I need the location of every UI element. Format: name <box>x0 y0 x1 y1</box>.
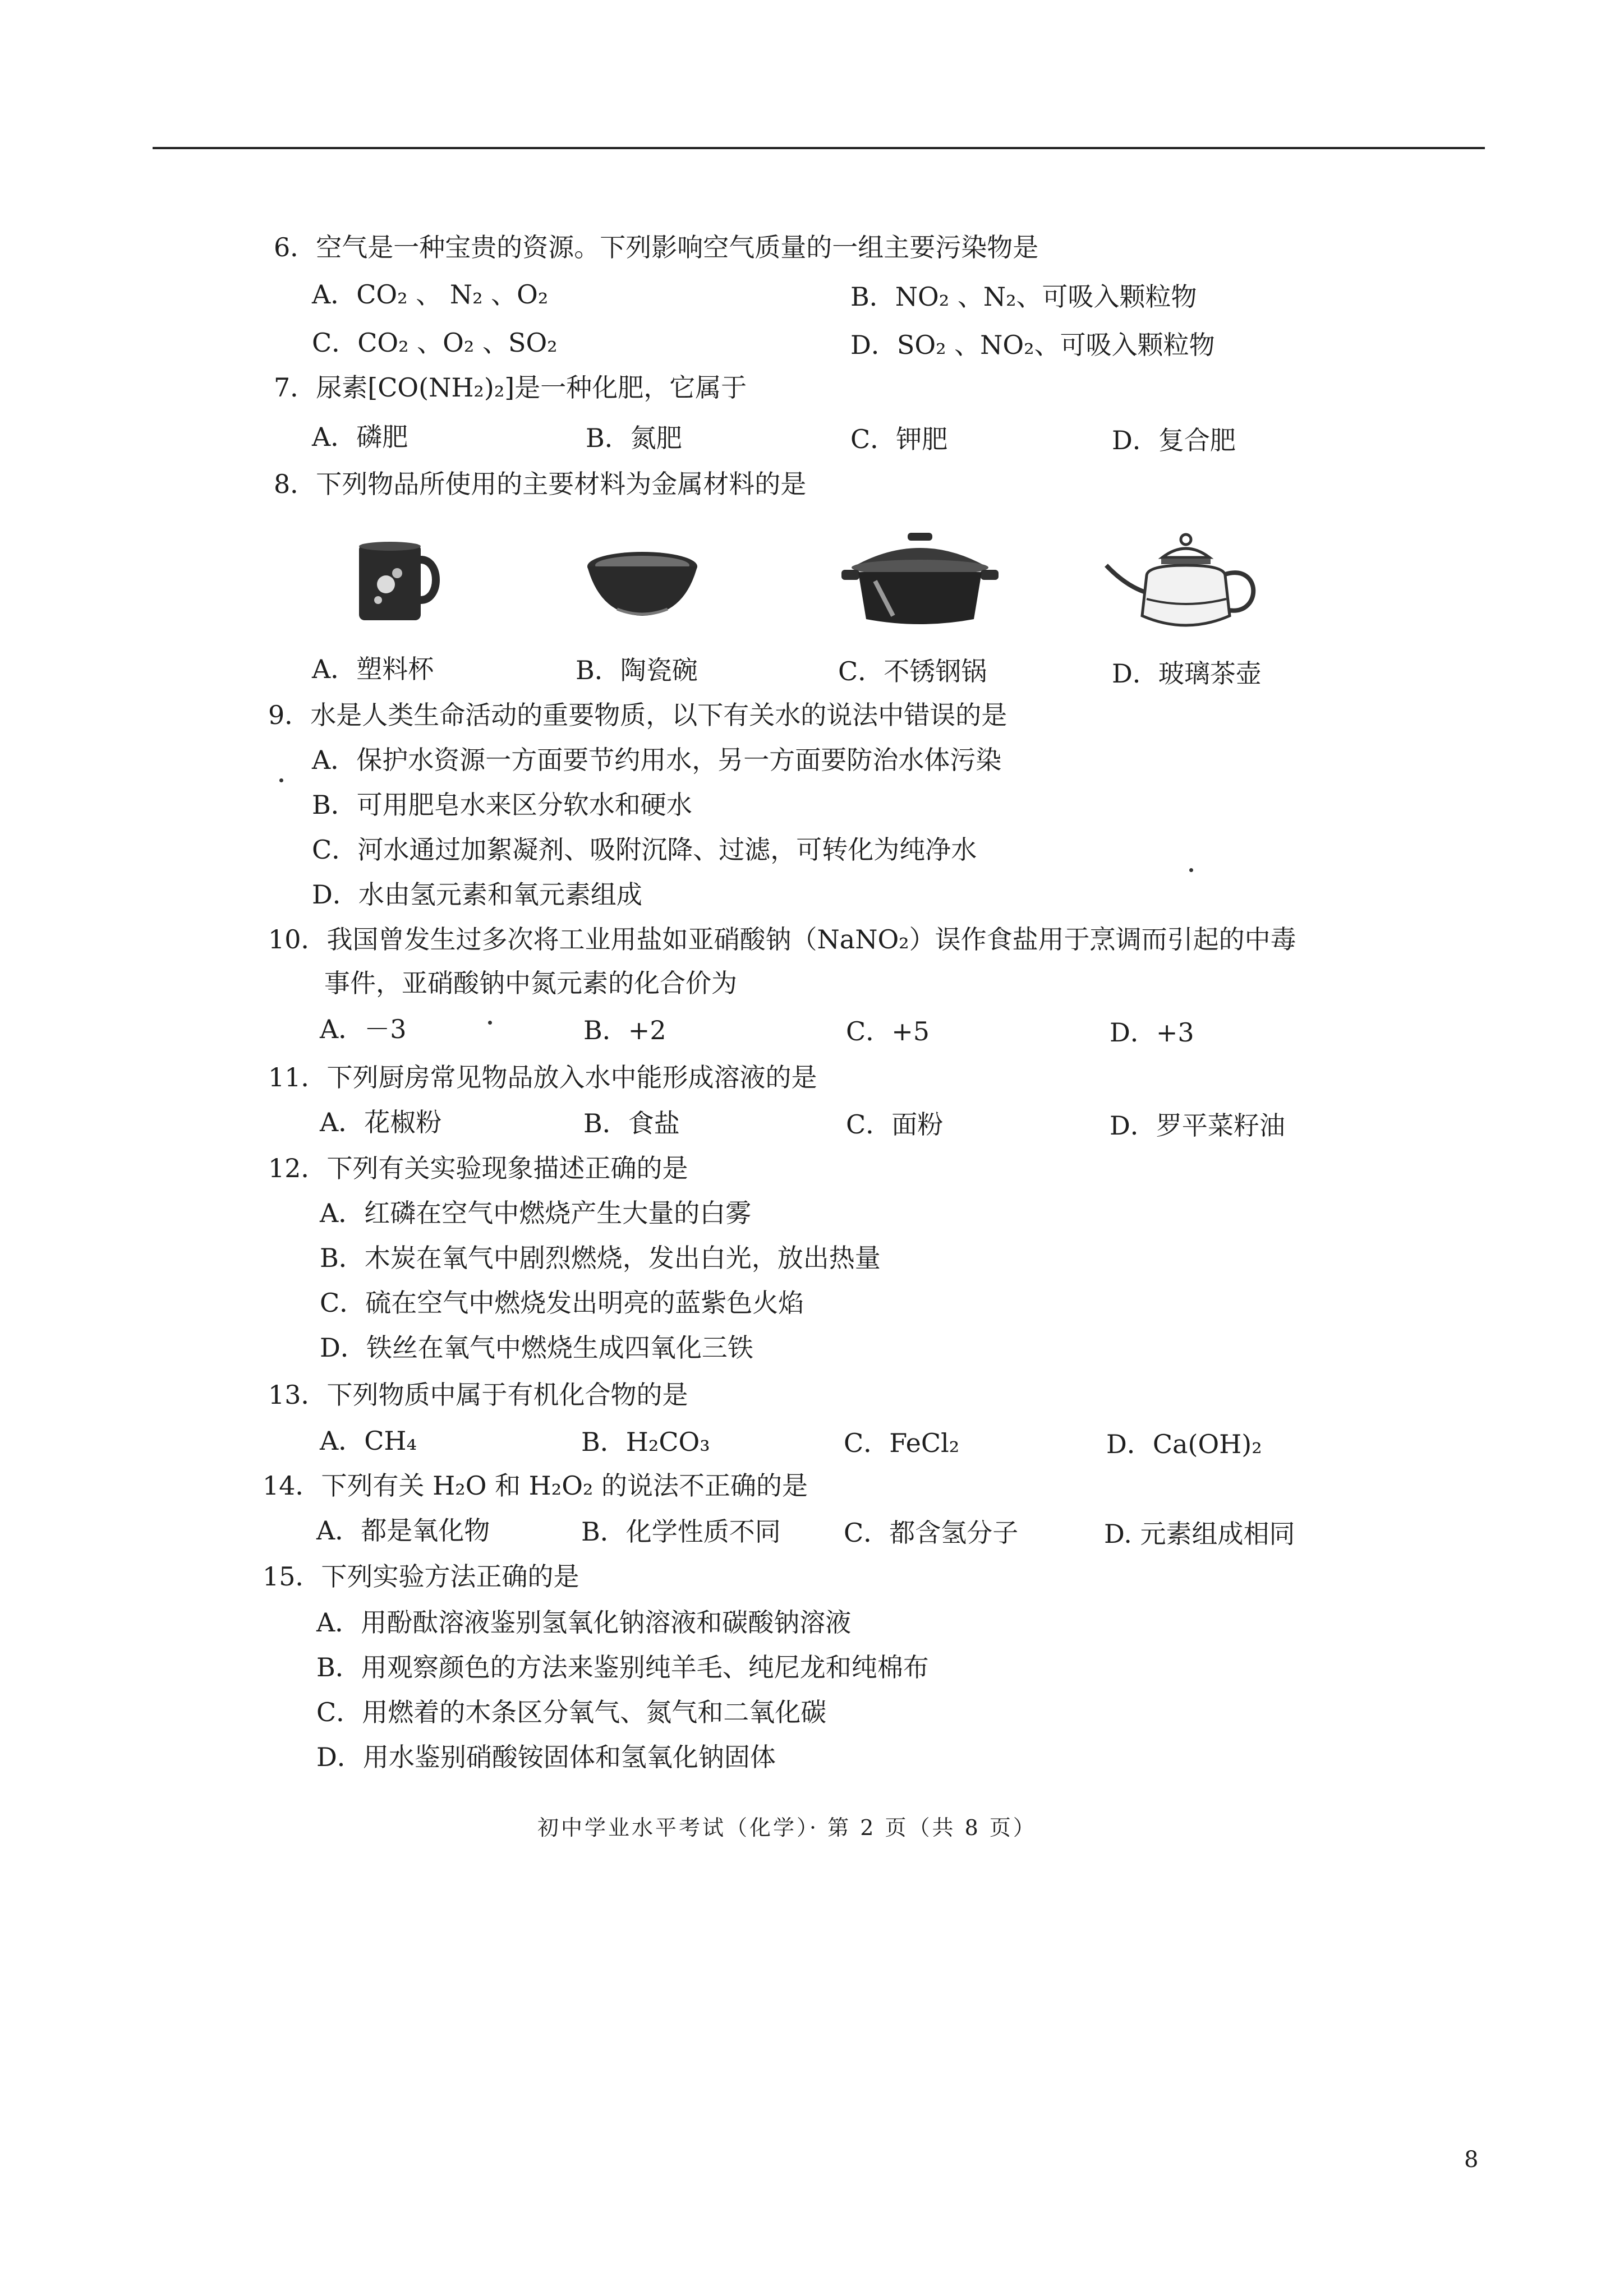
q8-option-d: D．玻璃茶壶 <box>1112 658 1262 689</box>
q6-option-b: B．NO₂ 、N₂、可吸入颗粒物 <box>850 282 1197 312</box>
q15-option-b: B．用观察颜色的方法来鉴别纯羊毛、纯尼龙和纯棉布 <box>316 1652 929 1682</box>
q14-option-b: B．化学性质不同 <box>581 1516 781 1547</box>
plastic-cup-image <box>352 537 442 627</box>
q11-option-b: B．食盐 <box>583 1108 680 1138</box>
q6-option-d: D．SO₂ 、NO₂、可吸入颗粒物 <box>850 330 1215 360</box>
q15-option-c: C．用燃着的木条区分氧气、氮气和二氧化碳 <box>316 1697 827 1727</box>
q13-option-a: A．CH₄ <box>320 1426 417 1456</box>
q15-option-d: D．用水鉴别硝酸铵固体和氢氧化钠固体 <box>316 1742 776 1772</box>
q13-option-d: D．Ca(OH)₂ <box>1106 1429 1262 1459</box>
q11-stem: 11．下列厨房常见物品放入水中能形成溶液的是 <box>268 1062 817 1092</box>
q13-option-b: B．H₂CO₃ <box>581 1427 710 1457</box>
q15-stem: 15．下列实验方法正确的是 <box>263 1561 579 1592</box>
top-rule <box>153 147 1485 149</box>
q7-stem: 7．尿素[CO(NH₂)₂]是一种化肥，它属于 <box>274 372 747 403</box>
glass-teapot-image <box>1099 532 1268 638</box>
q10-stem-line1: 10．我国曾发生过多次将工业用盐如亚硝酸钠（NaNO₂）误作食盐用于烹调而引起的中毒 <box>268 924 1296 955</box>
q6-option-c: C．CO₂ 、O₂ 、SO₂ <box>312 328 558 358</box>
page-number: 8 <box>1464 2147 1479 2173</box>
q9-option-a: A．保护水资源一方面要节约用水，另一方面要防治水体污染 <box>312 745 1002 775</box>
q14-option-c: C．都含氢分子 <box>844 1518 1019 1548</box>
q7-option-a: A．磷肥 <box>312 422 408 452</box>
print-speck <box>1189 868 1193 872</box>
q7-option-c: C．钾肥 <box>850 424 948 454</box>
q9-option-c: C．河水通过加絮凝剂、吸附沉降、过滤，可转化为纯净水 <box>312 835 977 865</box>
q12-option-a: A．红磷在空气中燃烧产生大量的白雾 <box>320 1198 752 1228</box>
q7-option-d: D．复合肥 <box>1112 425 1236 455</box>
q11-option-a: A．花椒粉 <box>320 1107 442 1137</box>
print-speck <box>488 1021 492 1025</box>
q10-option-b: B．+2 <box>583 1015 666 1045</box>
stainless-steel-pot-image <box>841 527 999 628</box>
ceramic-bowl-image <box>583 547 701 626</box>
q10-option-c: C．+5 <box>846 1016 930 1046</box>
q10-option-d: D．+3 <box>1110 1017 1194 1048</box>
q8-option-a: A．塑料杯 <box>312 654 434 684</box>
q12-option-b: B．木炭在氧气中剧烈燃烧，发出白光，放出热量 <box>320 1243 881 1273</box>
q9-option-b: B．可用肥皂水来区分软水和硬水 <box>312 790 692 820</box>
q8-option-b: B．陶瓷碗 <box>576 655 698 685</box>
q14-option-a: A．都是氧化物 <box>316 1515 490 1546</box>
q12-option-c: C．硫在空气中燃烧发出明亮的蓝紫色火焰 <box>320 1288 804 1318</box>
q10-option-a: A．－3 <box>320 1014 407 1044</box>
q14-option-d: D. 元素组成相同 <box>1104 1519 1295 1549</box>
q11-option-d: D．罗平菜籽油 <box>1110 1110 1285 1141</box>
print-speck <box>279 778 283 782</box>
q8-stem: 8．下列物品所使用的主要材料为金属材料的是 <box>274 469 807 499</box>
q9-stem: 9．水是人类生命活动的重要物质，以下有关水的说法中错误的是 <box>268 700 1007 730</box>
q12-option-d: D．铁丝在氧气中燃烧生成四氧化三铁 <box>320 1333 753 1363</box>
q7-option-b: B．氮肥 <box>586 423 682 453</box>
q8-option-c: C．不锈钢锅 <box>838 656 987 686</box>
q10-stem-line2: 事件，亚硝酸钠中氮元素的化合价为 <box>324 968 737 998</box>
q6-stem: 6．空气是一种宝贵的资源。下列影响空气质量的一组主要污染物是 <box>274 232 1039 262</box>
q13-option-c: C．FeCl₂ <box>844 1428 960 1458</box>
q6-option-a: A．CO₂ 、 N₂ 、O₂ <box>312 279 549 310</box>
q9-option-d: D．水由氢元素和氧元素组成 <box>312 879 642 910</box>
q14-stem: 14．下列有关 H₂O 和 H₂O₂ 的说法不正确的是 <box>263 1470 808 1501</box>
page-footer: 初中学业水平考试（化学）· 第 2 页（共 8 页） <box>537 1815 1037 1840</box>
q11-option-c: C．面粉 <box>846 1109 944 1140</box>
q15-option-a: A．用酚酞溶液鉴别氢氧化钠溶液和碳酸钠溶液 <box>316 1607 852 1638</box>
q12-stem: 12．下列有关实验现象描述正确的是 <box>268 1153 688 1183</box>
q13-stem: 13．下列物质中属于有机化合物的是 <box>268 1380 688 1410</box>
